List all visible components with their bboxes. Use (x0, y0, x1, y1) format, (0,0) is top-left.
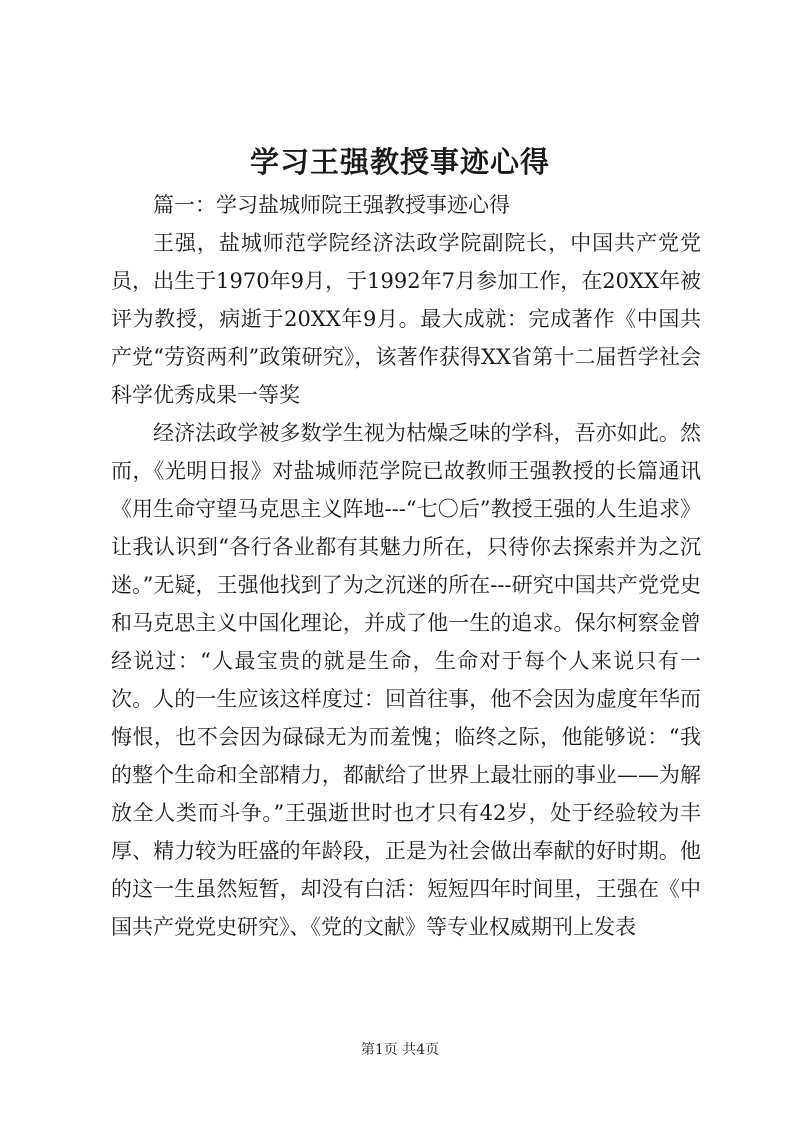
document-title: 学习王强教授事迹心得 (249, 145, 550, 179)
paragraph-main: 经济法政学被多数学生视为枯燥乏味的学科，吾亦如此。然而，《光明日报》对盐城师范学院已故教师王强教授的长篇通讯《用生命守望马克思主义阵地---“七〇后”教授王强的人生追求》让我认识到“各行各业都有其魅力所在，只待你去探索并为之沉迷。”无疑，王强他找到了为之沉迷的所在---研究中国共产党党史和马克思主义中国化理论，并成了他一生的追求。保尔柯察金曾经说过：“人最宝贵的就是生命，生命对于每个人来说只有一次。人的一生应该这样度过：回首往事，他不会因为虚度年华而悔恨，也不会因为碌碌无为而羞愧；临终之际，他能够说：“我的整个生命和全部精力，都献给了世界上最壮丽的事业——为解放全人类而斗争。”王强逝世时也才只有42岁，处于经验较为丰厚、精力较为旺盛的年龄段，正是为社会做出奉献的好时期。他的这一生虽然短暂，却没有白活：短短四年时间里，王强在《中国共产党党史研究》、《党的文献》等专业权威期刊上发表 (111, 421, 701, 939)
document-body (111, 186, 701, 946)
page-footer: 第1页 共4页 (360, 1042, 440, 1058)
section-heading: 篇一：学习盐城师院王强教授事迹心得 (153, 193, 510, 217)
paragraph-intro: 王强，盐城师范学院经济法政学院副院长，中国共产党党员，出生于1970年9月，于1992年7月参加工作，在20XX年被评为教授，病逝于20XX年9月。最大成就：完成著作《中国共产党“劳资两利”政策研究》，该著作获得XX省第十二届哲学社会科学优秀成果一等奖 (111, 231, 701, 407)
